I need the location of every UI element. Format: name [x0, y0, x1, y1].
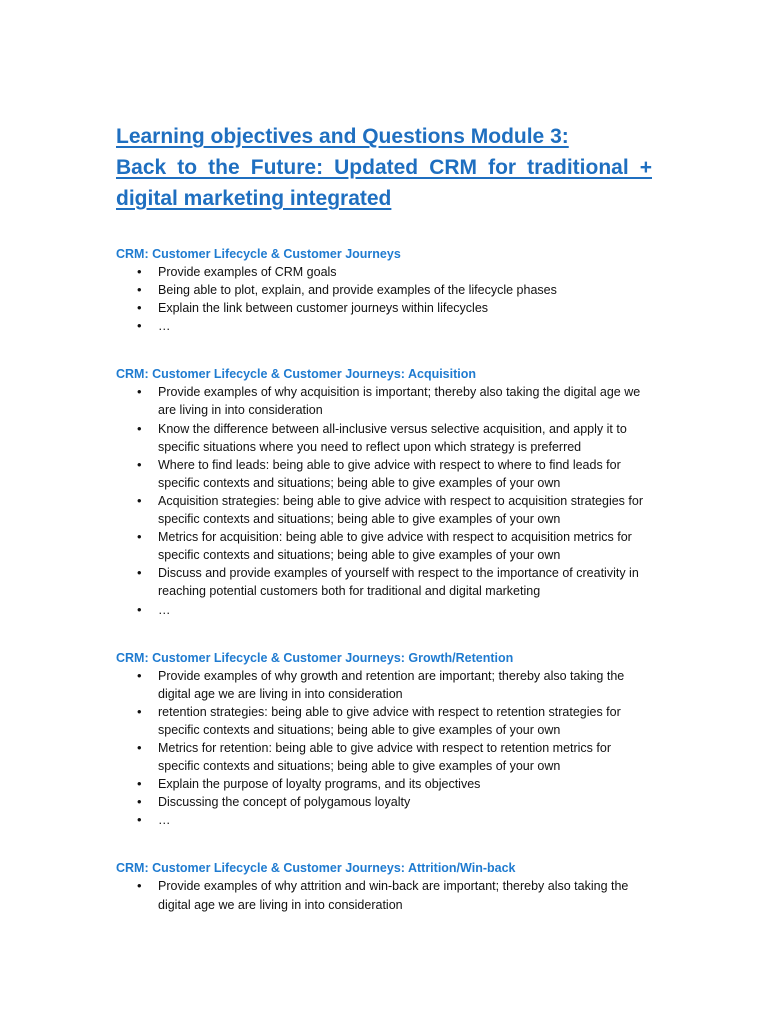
list-item: • … — [158, 317, 652, 335]
list-item: • Explain the link between customer journeys within lifecycles — [158, 299, 652, 317]
list-item: • Discussing the concept of polygamous loyalty — [158, 793, 652, 811]
list-item: • Provide examples of why growth and retention are important; thereby also taking the digital age we are living in into consideration — [158, 667, 652, 703]
section-heading: CRM: Customer Lifecycle & Customer Journeys: Growth/Retention — [116, 650, 514, 665]
list-item: • retention strategies: being able to give advice with respect to retention strategies for specific contexts and situations; being able to give examples of your own — [158, 703, 652, 739]
section-attrition-winback — [116, 859, 652, 913]
list-item: • Acquisition strategies: being able to give advice with respect to acquisition strategies for specific contexts and situations; being able to give examples of your own — [158, 492, 652, 528]
bullet-list — [116, 877, 652, 913]
section-growth-retention — [116, 649, 652, 830]
section-heading: CRM: Customer Lifecycle & Customer Journeys: Acquisition — [116, 367, 477, 382]
list-item: • Being able to plot, explain, and provide examples of the lifecycle phases — [158, 281, 652, 299]
list-item: • Explain the purpose of loyalty programs, and its objectives — [158, 775, 652, 793]
bullet-list — [116, 263, 652, 335]
bullet-list — [116, 667, 652, 830]
bullet-list — [116, 383, 652, 618]
list-item: • Provide examples of why acquisition is important; thereby also taking the digital age we are living in into consideration — [158, 383, 652, 419]
list-item: • Discuss and provide examples of yourself with respect to the importance of creativity in reaching potential customers both for traditional and digital marketing — [158, 564, 652, 600]
title-line-3: digital marketing integrated — [116, 187, 392, 210]
list-item: • Provide examples of CRM goals — [158, 263, 652, 281]
list-item: • Metrics for acquisition: being able to give advice with respect to acquisition metrics for specific contexts and situations; being able to give examples of your own — [158, 528, 652, 564]
list-item: • Where to find leads: being able to give advice with respect to where to find leads for specific contexts and situations; being able to give examples of your own — [158, 456, 652, 492]
section-crm-lifecycle — [116, 245, 652, 335]
section-heading: CRM: Customer Lifecycle & Customer Journeys — [116, 247, 401, 261]
list-item: • … — [158, 811, 652, 829]
list-item: • Provide examples of why attrition and win-back are important; thereby also taking the digital age we are living in into consideration — [158, 877, 652, 913]
list-item: • … — [158, 601, 652, 619]
title-line-2: Back to the Future: Updated CRM for traditional + — [116, 156, 652, 179]
section-heading: CRM: Customer Lifecycle & Customer Journeys: Attrition/Win-back — [116, 861, 516, 876]
list-item: • Know the difference between all-inclusive versus selective acquisition, and apply it to specific situations where you need to reflect upon which strategy is preferred — [158, 420, 652, 456]
document-title — [116, 121, 652, 214]
section-acquisition — [116, 365, 652, 618]
title-line-1: Learning objectives and Questions Module 3: — [116, 125, 569, 148]
list-item: • Metrics for retention: being able to give advice with respect to retention metrics for specific contexts and situations; being able to give examples of your own — [158, 739, 652, 775]
